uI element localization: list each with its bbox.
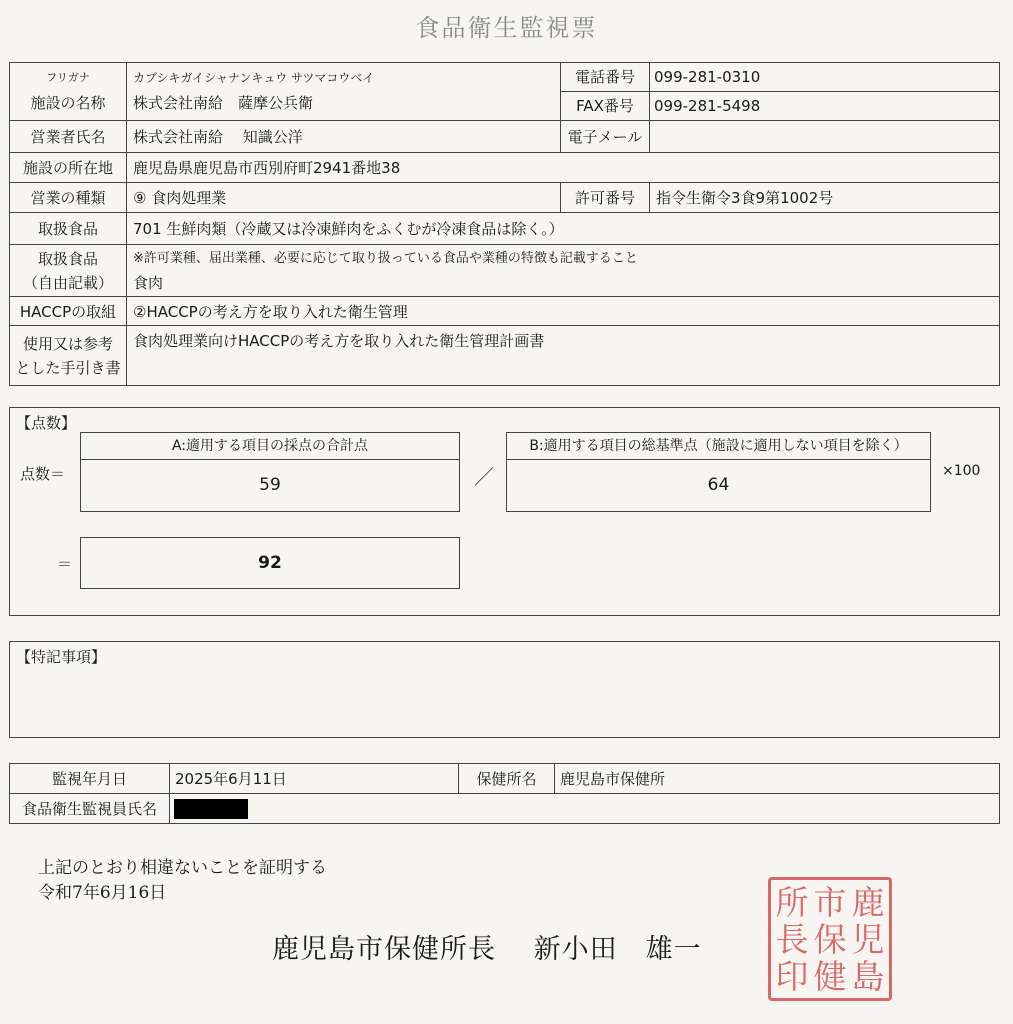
furigana-value: カブシキガイシャナンキュウ サツマコウベイ [133, 70, 375, 85]
foods-free-note: ※許可業種、届出業種、必要に応じて取り扱っている食品や業種の特徴も記載すること [133, 250, 638, 266]
guide-label-1: 使用又は参考 [22, 334, 113, 353]
score-equals: ＝ [57, 555, 73, 573]
document-title: 食品衛生監視票 [415, 14, 598, 42]
facility-name-label: 施設の名称 [30, 93, 106, 112]
fax-label: FAX番号 [576, 97, 634, 115]
permit-value: 指令生衛令3食9第1002号 [650, 183, 1000, 213]
guide-label-cell [10, 326, 127, 386]
health-office-label: 保健所名 [459, 764, 555, 794]
address-label: 施設の所在地 [10, 153, 127, 183]
signatory-name: 鹿児島市保健所長 新小田 雄一 [272, 934, 702, 965]
score-a-caption: A:適用する項目の採点の合計点 [81, 433, 459, 460]
facility-name-value: 株式会社南給 薩摩公兵衛 [133, 93, 314, 112]
inspection-date-label: 監視年月日 [10, 764, 170, 794]
foods-free-label-cell [10, 245, 127, 297]
operator-label: 営業者氏名 [10, 121, 127, 153]
seal-column-2: 市 保 健 [813, 883, 847, 996]
score-section-title: 【点数】 [16, 414, 77, 432]
score-divider: ／ [474, 465, 494, 489]
inspection-date-value: 2025年6月11日 [170, 764, 459, 794]
score-result-box [80, 537, 460, 589]
score-formula-label: 点数＝ [20, 465, 66, 483]
seal-column-3: 所 長 印 [775, 883, 809, 996]
email-label: 電子メール [561, 121, 650, 153]
facility-name-label-cell [10, 63, 127, 121]
score-multiplier: ×100 [942, 463, 981, 479]
business-type-label: 営業の種類 [10, 183, 127, 213]
foods-free-label-1: 取扱食品 [37, 249, 98, 268]
score-b-value: 64 [707, 475, 730, 495]
inspector-name-value [170, 794, 1000, 824]
official-seal [768, 877, 892, 1001]
business-type-value: ⑨ 食肉処理業 [127, 183, 561, 213]
score-result: 92 [258, 553, 282, 573]
foods-label: 取扱食品 [10, 213, 127, 245]
inspection-table [9, 763, 1000, 824]
foods-free-cell [127, 245, 1000, 297]
phone-fax-value-cell [650, 63, 1000, 121]
phone-fax-label-cell [561, 63, 650, 121]
seal-column-1: 鹿 児 島 [851, 883, 885, 996]
haccp-value: ②HACCPの考え方を取り入れた衛生管理 [127, 297, 1000, 326]
score-b-box [506, 432, 931, 512]
haccp-label: HACCPの取組 [10, 297, 127, 326]
score-b-caption: B:適用する項目の総基準点（施設に適用しない項目を除く） [507, 433, 930, 460]
guide-label-2: とした手引き書 [15, 358, 121, 377]
inspector-name-label: 食品衛生監視員氏名 [10, 794, 170, 824]
foods-free-label-2: （自由記載） [22, 273, 113, 292]
address-value: 鹿児島県鹿児島市西別府町2941番地38 [127, 153, 1000, 183]
redaction-bar [174, 799, 248, 819]
remarks-section-title: 【特記事項】 [16, 648, 107, 666]
facility-info-table [9, 62, 1000, 386]
certification-statement: 上記のとおり相違ないことを証明する [38, 858, 327, 878]
phone-value: 099-281-0310 [650, 63, 999, 92]
score-a-box [80, 432, 460, 512]
phone-label: 電話番号 [561, 63, 649, 92]
score-a-value: 59 [259, 475, 281, 495]
fax-value: 099-281-5498 [654, 97, 761, 115]
operator-value: 株式会社南給 知識公洋 [127, 121, 561, 153]
permit-label: 許可番号 [561, 183, 650, 213]
email-value [650, 121, 1000, 153]
foods-free-value: 食肉 [133, 273, 164, 292]
facility-name-cell [127, 63, 561, 121]
health-office-value: 鹿児島市保健所 [555, 764, 1000, 794]
certification-date: 令和7年6月16日 [38, 883, 167, 903]
remarks-section [9, 641, 1000, 738]
guide-value: 食肉処理業向けHACCPの考え方を取り入れた衛生管理計画書 [127, 326, 1000, 386]
furigana-label: フリガナ [46, 70, 90, 84]
foods-value: 701 生鮮肉類（冷蔵又は冷凍鮮肉をふくむが冷凍食品は除く。） [127, 213, 1000, 245]
